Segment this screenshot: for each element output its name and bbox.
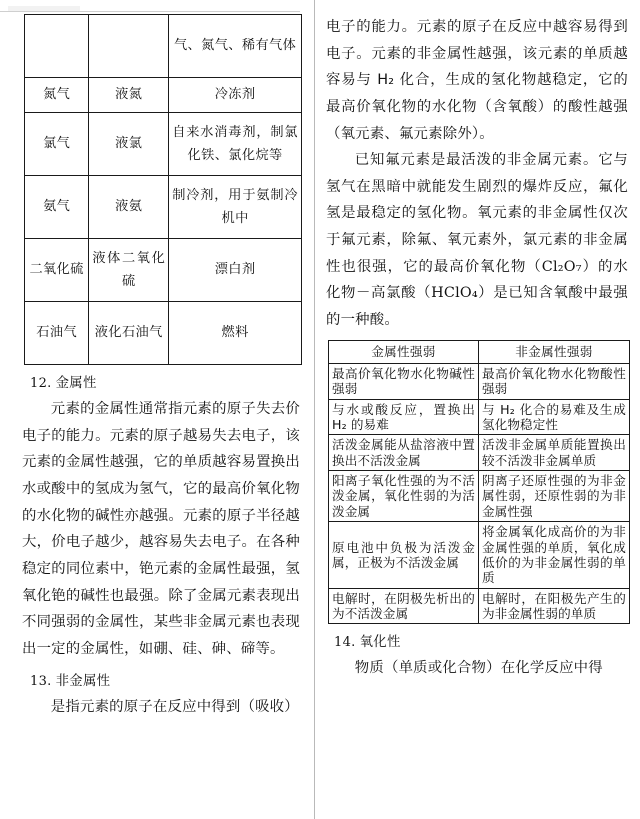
table-row bbox=[329, 399, 630, 435]
table-cell-nonmetallic: 最高价氧化物水化物酸性强弱 bbox=[478, 363, 629, 399]
metallic-comparison-table bbox=[328, 340, 630, 625]
table-cell-liquid: 液氯 bbox=[89, 113, 169, 176]
section-heading-13 bbox=[30, 672, 300, 692]
table-cell-metallic: 活泼金属能从盐溶液中置换出不活泼金属 bbox=[329, 435, 479, 471]
table-cell-use: 自来水消毒剂，制氯化铁、氯化烷等 bbox=[169, 113, 302, 176]
table-header-row bbox=[329, 340, 630, 363]
table-cell-liquid: 液氨 bbox=[89, 176, 169, 239]
table-cell-use: 漂白剂 bbox=[169, 239, 302, 302]
table-row bbox=[329, 363, 630, 399]
section-title: 氧化性 bbox=[359, 635, 401, 651]
paragraph-metallic-property: 元素的金属性通常指元素的原子失去价电子的能力。元素的原子越易失去电子，该元素的金属性越强，它的单质越容易置换出水或酸中的氢成为氢气，它的最高价氧化物的水化物的碱性亦越强。元素的原子半径越大，价电子越少，越容易失去电子。在各种稳定的同位素中，铯元素的金属性最强，氢氧化铯的碱性也最强。除了金属元素表现出不同强弱的金属性，某些非金属元素也表现出一定的金属性，如硼、硅、砷、碲等。 bbox=[22, 401, 300, 657]
table-row bbox=[329, 471, 630, 522]
table-cell-metallic: 与水或酸反应，置换出 H₂ 的易难 bbox=[329, 399, 479, 435]
paragraph-fluorine-part2: ）的水化物－高氯酸（ bbox=[326, 258, 628, 302]
table-row bbox=[25, 15, 302, 78]
right-column bbox=[314, 0, 640, 819]
section-title: 金属性 bbox=[55, 376, 97, 391]
section-number: 14. bbox=[334, 635, 356, 651]
table-cell-use: 气、氮气、稀有气体 bbox=[169, 15, 302, 78]
section-number: 13. bbox=[30, 673, 52, 689]
table-row bbox=[25, 113, 302, 176]
table-cell-liquid: 液体二氧化硫 bbox=[89, 239, 169, 302]
table-cell-use: 制冷剂，用于氨制冷机中 bbox=[169, 176, 302, 239]
section-number: 12. bbox=[30, 376, 52, 391]
section-heading-12 bbox=[30, 374, 300, 394]
table-cell-metallic: 原电池中负极为活泼金属，正极为不活泼金属 bbox=[329, 522, 479, 588]
table-cell-nonmetallic: 活泼非金属单质能置换出较不活泼非金属单质 bbox=[478, 435, 629, 471]
table-cell-substance: 二氧化硫 bbox=[25, 239, 89, 302]
paragraph-fluorine bbox=[326, 147, 628, 333]
table-cell-liquid: 液化石油气 bbox=[89, 302, 169, 365]
table-row bbox=[25, 302, 302, 365]
left-column bbox=[0, 0, 314, 819]
table-cell-metallic: 电解时，在阴极先析出的为不活泼金属 bbox=[329, 588, 479, 624]
paragraph-fluorine-part3: ）是已知含氧酸中最强的一种酸。 bbox=[326, 285, 628, 329]
table-cell-liquid bbox=[89, 15, 169, 78]
table-cell-use: 燃料 bbox=[169, 302, 302, 365]
table-cell-substance: 氮气 bbox=[25, 78, 89, 113]
formula-perchloric-acid: HClO₄ bbox=[431, 285, 478, 302]
paragraph-nonmetallic-continued: 电子的能力。元素的原子在反应中越容易得到电子。元素的非金属性越强，该元素的单质越容易与 H₂ 化合，生成的氢化物越稳定，它的最高价氧化物的水化物（含氧酸）的酸性越强（氧元素、氟元素除外）。 bbox=[326, 19, 628, 142]
paragraph-nonmetallic-property: 是指元素的原子在反应中得到（吸收） bbox=[50, 698, 299, 715]
table-cell-substance: 石油气 bbox=[25, 302, 89, 365]
table-row bbox=[329, 435, 630, 471]
table-cell-substance: 氨气 bbox=[25, 176, 89, 239]
table-cell-use: 冷冻剂 bbox=[169, 78, 302, 113]
table-row bbox=[329, 522, 630, 588]
table-cell-nonmetallic: 阴离子还原性强的为非金属性弱，还原性弱的为非金属性强 bbox=[478, 471, 629, 522]
table-cell-metallic: 最高价氧化物水化物碱性强弱 bbox=[329, 363, 479, 399]
column-header-nonmetallic: 非金属性强弱 bbox=[478, 340, 629, 363]
table-row bbox=[329, 588, 630, 624]
column-header-metallic: 金属性强弱 bbox=[329, 340, 479, 363]
section-heading-14 bbox=[334, 633, 628, 653]
paragraph-oxidizing-property: 物质（单质或化合物）在化学反应中得 bbox=[354, 660, 603, 677]
table-row bbox=[25, 239, 302, 302]
table-row bbox=[25, 78, 302, 113]
section-title: 非金属性 bbox=[55, 673, 111, 689]
table-cell-metallic: 阳离子氧化性强的为不活泼金属，氧化性弱的为活泼金属 bbox=[329, 471, 479, 522]
table-row bbox=[25, 176, 302, 239]
table-cell-liquid: 液氮 bbox=[89, 78, 169, 113]
formula-dichlorine-heptoxide: Cl₂O₇ bbox=[541, 258, 582, 275]
table-cell-substance: 氯气 bbox=[25, 113, 89, 176]
table-cell-substance bbox=[25, 15, 89, 78]
paragraph-fluorine-part1: 已知氟元素是最活泼的非金属元素。它与氢气在黑暗中就能发生剧烈的爆炸反应，氟化氢是最稳定的氢化物。氧元素的非金属性仅次于氟元素，除氟、氧元素外，氯元素的非金属性也很强，它的最高价氧化物（ bbox=[326, 152, 628, 275]
table-cell-nonmetallic: 将金属氧化成高价的为非金属性强的单质，氧化成低价的为非金属性弱的单质 bbox=[478, 522, 629, 588]
table-cell-nonmetallic: 与 H₂ 化合的易难及生成氢化物稳定性 bbox=[478, 399, 629, 435]
gas-properties-table bbox=[24, 14, 302, 365]
table-cell-nonmetallic: 电解时，在阳极先产生的为非金属性弱的单质 bbox=[478, 588, 629, 624]
